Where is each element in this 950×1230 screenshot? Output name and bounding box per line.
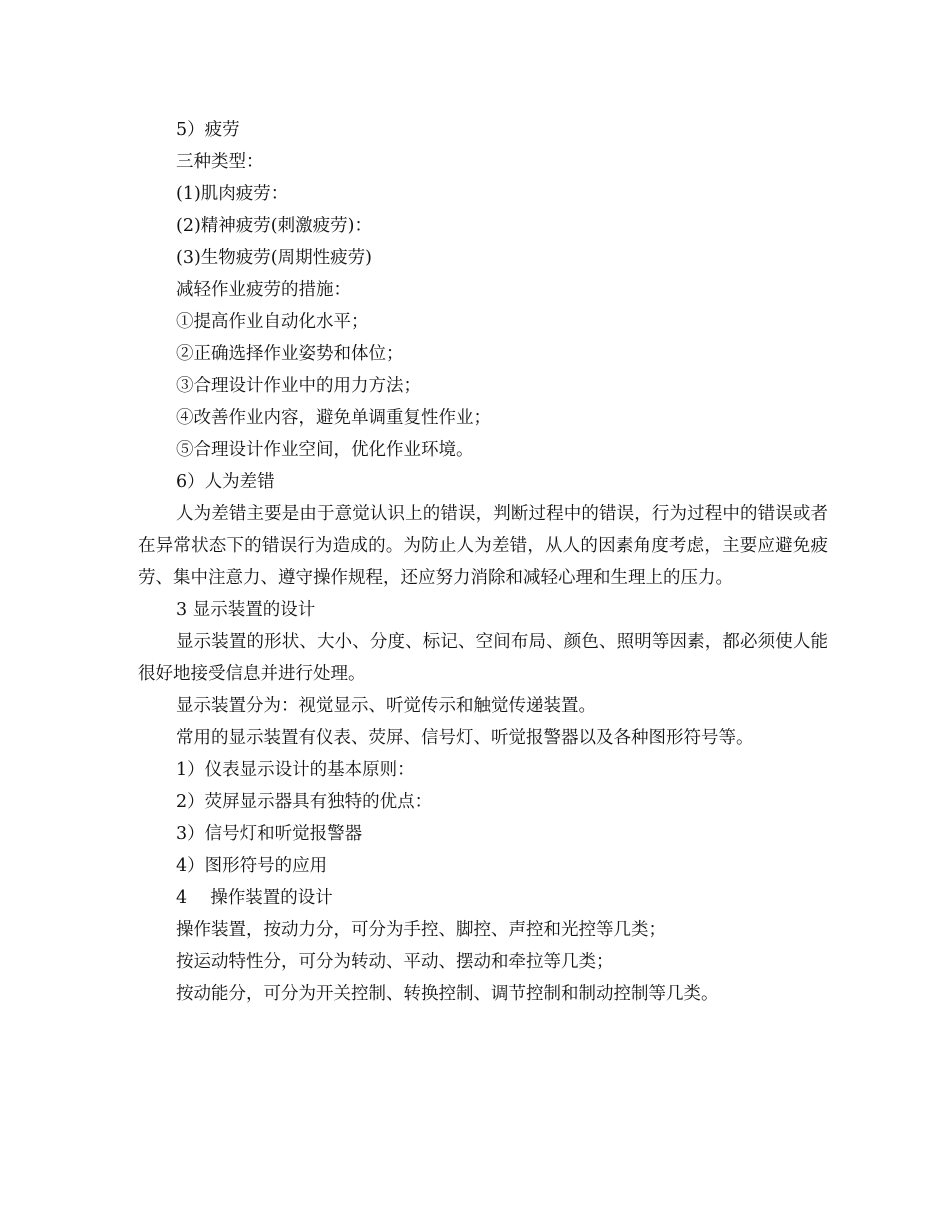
section-heading-operation: 4 操作装置的设计: [176, 888, 333, 908]
list-item: 2）荧屏显示器具有独特的优点：: [176, 792, 433, 812]
list-item: ②正确选择作业姿势和体位；: [176, 344, 404, 364]
list-item: 4）图形符号的应用: [176, 856, 328, 876]
text-line: 按运动特性分，可分为转动、平动、摆动和牵拉等几类；: [176, 952, 614, 972]
section-heading-display: 3 显示装置的设计: [176, 600, 316, 620]
list-item: ③合理设计作业中的用力方法；: [176, 376, 421, 396]
text-line: 减轻作业疲劳的措施：: [176, 280, 351, 300]
list-item: (3)生物疲劳(周期性疲劳): [176, 248, 372, 268]
text-line: 常用的显示装置有仪表、荧屏、信号灯、听觉报警器以及各种图形符号等。: [176, 728, 754, 748]
section-heading-fatigue: 5）疲劳: [176, 120, 240, 140]
list-item: 3）信号灯和听觉报警器: [176, 824, 363, 844]
list-item: ④改善作业内容，避免单调重复性作业；: [176, 408, 491, 428]
list-item: ⑤合理设计作业空间，优化作业环境。: [176, 440, 474, 460]
section-heading-human-error: 6）人为差错: [176, 472, 275, 492]
list-item: 1）仪表显示设计的基本原则：: [176, 760, 415, 780]
text-line: 按动能分，可分为开关控制、转换控制、调节控制和制动控制等几类。: [176, 984, 719, 1004]
document-body: [138, 114, 828, 1010]
list-item: ①提高作业自动化水平；: [176, 312, 369, 332]
list-item: (1)肌肉疲劳：: [176, 184, 289, 204]
paragraph-human-error: 人为差错主要是由于意觉认识上的错误，判断过程中的错误，行为过程中的错误或者在异常状态下的错误行为造成的。为防止人为差错，从人的因素角度考虑，主要应避免疲劳、集中注意力、遵守操作规程，还应努力消除和减轻心理和生理上的压力。: [138, 504, 828, 588]
list-item: (2)精神疲劳(刺激疲劳)：: [176, 216, 372, 236]
text-line: 操作装置，按动力分，可分为手控、脚控、声控和光控等几类；: [176, 920, 666, 940]
text-line: 显示装置分为：视觉显示、听觉传示和触觉传递装置。: [176, 696, 596, 716]
text-line: 三种类型：: [176, 152, 264, 172]
paragraph-display: 显示装置的形状、大小、分度、标记、空间布局、颜色、照明等因素，都必须使人能很好地接受信息并进行处理。: [138, 632, 828, 684]
